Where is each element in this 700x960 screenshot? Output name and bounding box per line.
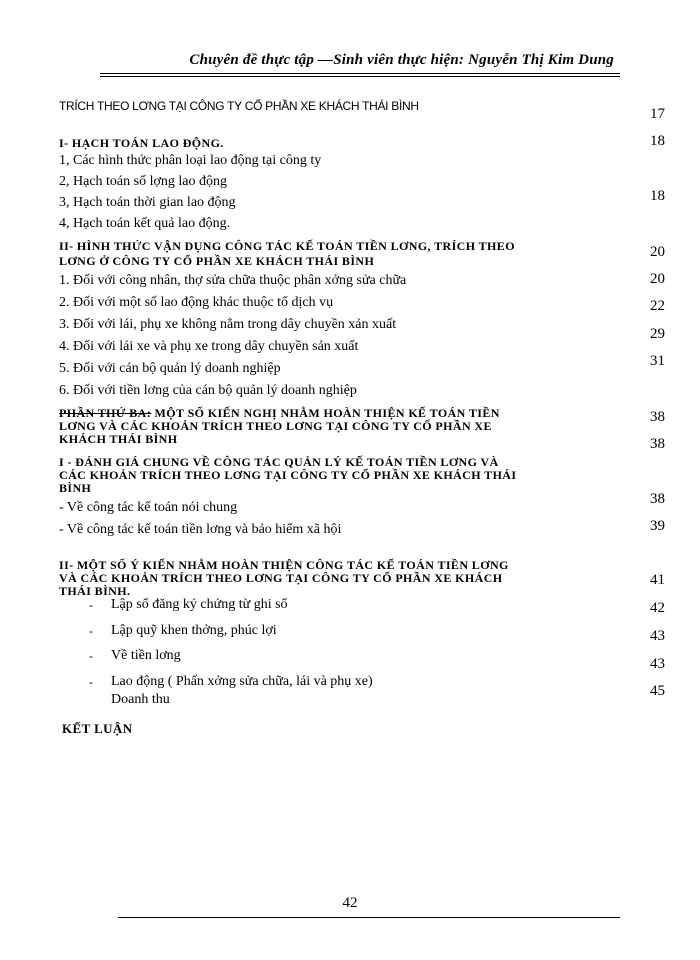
toc-section-heading: I- HẠCH TOÁN LAO ĐỘNG.: [59, 136, 224, 150]
page-number: 17: [650, 106, 665, 122]
toc-section-heading: VÀ CÁC KHOẢN TRÍCH THEO LƠNG TẠI CÔNG TY CỔ PHẦN XE KHÁCH: [59, 571, 503, 585]
toc-section-heading: CÁC KHOẢN TRÍCH THEO LƠNG TẠI CÔNG TY CỔ PHẦN XE KHÁCH THÁI: [59, 468, 517, 482]
header-rule: [100, 73, 620, 74]
toc-line: 5. Đối với cán bộ quản lý doanh nghiệp: [59, 361, 281, 376]
toc-line: - Về công tác kế toán tiền lơng và bảo hiểm xã hội: [59, 522, 342, 537]
toc-line: 1, Các hình thức phân loại lao động tại công ty: [59, 153, 322, 168]
toc-bullet-item: Về tiền lơng: [111, 648, 181, 663]
bullet-dash: -: [89, 598, 93, 612]
toc-line: 1. Đối với công nhân, thợ sửa chữa thuộc phân xởng sửa chữa: [59, 273, 407, 288]
toc-line: 4, Hạch toán kết quả lao động.: [59, 216, 231, 231]
page-number: 38: [650, 491, 665, 507]
page-number: 43: [650, 656, 665, 672]
toc-section-heading: II- HÌNH THỨC VẬN DỤNG CÔNG TÁC KẾ TOÁN TIỀN LƠNG, TRÍCH THEO: [59, 239, 515, 253]
page-number: 29: [650, 326, 665, 342]
footer-rule: [118, 917, 620, 918]
toc-line: 2, Hạch toán số lợng lao động: [59, 174, 227, 189]
page-number: 20: [650, 244, 665, 260]
page-number: 31: [650, 353, 665, 369]
page-number: 20: [650, 271, 665, 287]
bullet-dash: -: [89, 649, 93, 663]
page-number: 22: [650, 298, 665, 314]
toc-section-heading: THÁI BÌNH.: [59, 584, 131, 598]
toc-line: 4. Đối với lái xe và phụ xe trong dây chuyền sản xuất: [59, 339, 359, 354]
page-number: 18: [650, 133, 665, 149]
part-label: PHẦN THỨ BA:: [59, 406, 152, 420]
toc-section-heading: I - ĐÁNH GIÁ CHUNG VỀ CÔNG TÁC QUẢN LÝ KẾ TOÁN TIỀN LƠNG VÀ: [59, 455, 499, 469]
toc-line: 2. Đối với một số lao động khác thuộc tổ dịch vụ: [59, 295, 334, 310]
toc-section-heading: II- MỘT SỐ Ý KIẾN NHẰM HOÀN THIỆN CÔNG TÁC KẾ TOÁN TIỀN LƠNG: [59, 558, 509, 572]
page-number: 18: [650, 188, 665, 204]
part-title: MỘT SỐ KIẾN NGHỊ NHẰM HOÀN THIỆN KẾ TOÁN TIỀN: [151, 406, 500, 420]
header-rule-double: [100, 76, 620, 77]
bullet-dash: -: [89, 675, 93, 689]
toc-line: TRÍCH THEO LƠNG TẠI CÔNG TY CỔ PHẦN XE KHÁCH THÁI BÌNH: [59, 99, 419, 113]
toc-line: 3, Hạch toán thời gian lao động: [59, 195, 236, 210]
document-header: Chuyên đề thực tập —Sinh viên thực hiện: Nguyễn Thị Kim Dung: [189, 52, 614, 68]
footer-page-number: 42: [342, 895, 358, 911]
toc-part-heading: LƠNG VÀ CÁC KHOẢN TRÍCH THEO LƠNG TẠI CÔNG TY CỔ PHẦN XE: [59, 419, 492, 433]
page-number: 45: [650, 683, 665, 699]
page-number: 42: [650, 600, 665, 616]
toc-section-heading: BÌNH: [59, 481, 92, 495]
toc-section-heading: LƠNG Ở CÔNG TY CỔ PHẦN XE KHÁCH THÁI BÌNH: [59, 254, 375, 268]
page-number: 38: [650, 409, 665, 425]
toc-line: 3. Đối với lái, phụ xe không nằm trong dây chuyền xản xuất: [59, 317, 397, 332]
page-number: 43: [650, 628, 665, 644]
toc-bullet-item: Lập sổ đăng ký chứng từ ghi sổ: [111, 597, 288, 612]
toc-part-heading: KHÁCH THÁI BÌNH: [59, 432, 178, 446]
toc-line: - Về công tác kế toán nói chung: [59, 500, 238, 515]
toc-bullet-item: Doanh thu: [111, 692, 170, 707]
toc-line: 6. Đối với tiền lơng của cán bộ quản lý doanh nghiệp: [59, 383, 357, 398]
toc-bullet-item: Lập quỹ khen thởng, phúc lợi: [111, 623, 277, 638]
bullet-dash: -: [89, 624, 93, 638]
page-number: 38: [650, 436, 665, 452]
page-number: 39: [650, 518, 665, 534]
toc-bullet-item: Lao động ( Phấn xởng sửa chữa, lái và phụ xe): [111, 674, 373, 689]
page-number: 41: [650, 572, 665, 588]
toc-conclusion: KẾT LUẬN: [62, 721, 133, 736]
